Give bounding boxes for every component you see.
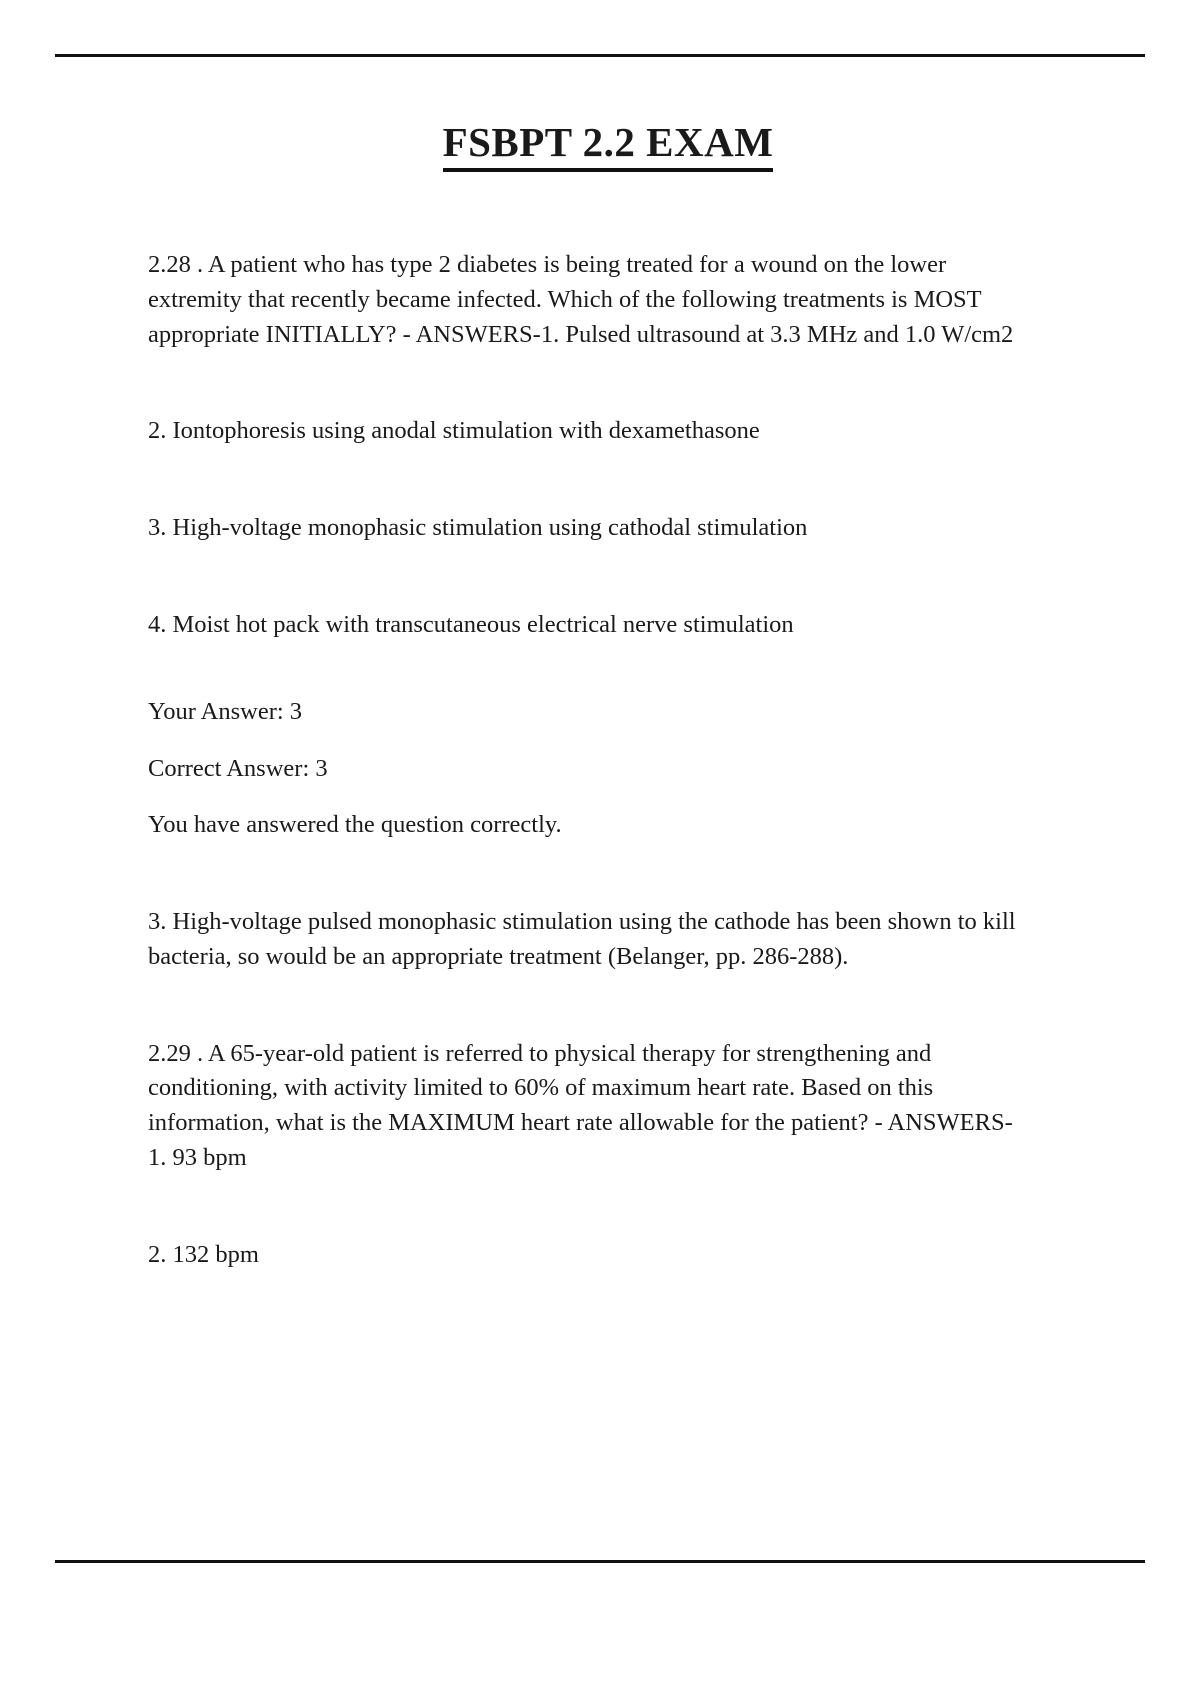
result-message: You have answered the question correctly. <box>148 811 562 839</box>
question-2-28-option-3: 3. High-voltage monophasic stimulation using cathodal stimulation <box>148 514 808 542</box>
correct-answer: Correct Answer: 3 <box>148 754 328 782</box>
page-content <box>148 120 1068 1311</box>
page-title <box>148 120 1068 178</box>
question-2-28-rationale: 3. High-voltage pulsed monophasic stimulation using the cathode has been shown to kill bacteria, so would be an appropriate treatment (Belanger, pp. 286-288). <box>148 908 1016 970</box>
question-2-28-answer-block <box>148 695 1068 843</box>
page-title-text: FSBPT 2.2 EXAM <box>443 120 774 172</box>
question-2-28-option-4: 4. Moist hot pack with transcutaneous electrical nerve stimulation <box>148 611 794 638</box>
question-2-28-stem: 2.28 . A patient who has type 2 diabetes is being treated for a wound on the lower extremity that recently became infected. Which of the following treatments is MOST appropriate INITIALLY? - ANSWERS-1. Pulsed ultrasound at 3.3 MHz and 1.0 W/cm2 <box>148 251 1014 348</box>
footer-rule <box>55 1560 1145 1563</box>
question-2-28-option-2: 2. Iontophoresis using anodal stimulation with dexamethasone <box>148 417 760 445</box>
question-2-29-stem: 2.29 . A 65-year-old patient is referred to physical therapy for strengthening and conditioning, with activity limited to 60% of maximum heart rate. Based on this information, what is the MAXIMUM heart rate allowable for the patient? - ANSWERS-1. 93 bpm <box>148 1039 1013 1172</box>
your-answer: Your Answer: 3 <box>148 697 303 725</box>
questions-container <box>148 248 1068 1273</box>
question-2-29-option-2: 2. 132 bpm <box>148 1240 259 1268</box>
header-rule <box>55 54 1145 57</box>
